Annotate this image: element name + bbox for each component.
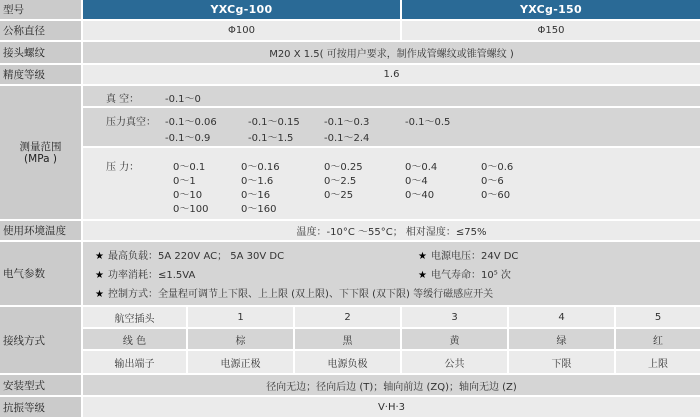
compound-label: 压力真空： [106,117,156,128]
range-label-cell [0,86,81,219]
vibration-label: 抗振等级 [0,397,81,417]
wiring-terminal-row [83,351,700,373]
range-unit: (MPa ) [24,152,57,165]
pressure-value: 0～40 [405,190,435,201]
range-label: 测量范围 [19,140,62,153]
model-label: 型号 [0,0,81,19]
compound-value: -0.1～2.4 [324,133,370,144]
diameter-150: Φ150 [402,21,700,40]
electrical-life [418,266,511,281]
environment-label: 使用环境温度 [0,221,81,240]
supply-voltage-text: 电源电压：24V DC [430,251,519,262]
pressure-value: 0～10 [173,190,203,201]
accuracy-label: 精度等级 [0,65,81,84]
environment-row [0,221,700,240]
terminal-function: 电源负极 [295,351,400,373]
pressure-value: 0～160 [241,204,277,215]
vibration-value: V·H·3 [83,397,700,417]
vacuum-block [83,86,700,106]
environment-value: 温度：-10°C ～55°C； 相对湿度：≤75% [83,221,700,240]
mounting-label: 安装型式 [0,375,81,395]
star-icon: ★ [418,251,427,262]
pressure-value: 0～6 [481,176,504,187]
wiring-row [0,307,700,373]
wire-color: 黄 [402,329,507,349]
diameter-100: Φ100 [83,21,400,40]
compound-value: -0.1～0.15 [248,117,300,128]
range-row [0,86,700,219]
pressure-value: 0～25 [324,190,354,201]
pressure-value: 0～0.25 [324,162,363,173]
wiring-row-label: 输出端子 [83,351,186,373]
electrical-block [83,242,700,305]
thread-label: 接头螺纹 [0,42,81,63]
pressure-value: 0～1.6 [241,176,274,187]
wire-color: 黑 [295,329,400,349]
pressure-value: 0～0.1 [173,162,206,173]
terminal-function: 上限 [616,351,700,373]
model-yxcg-150: YXCg-150 [402,0,700,19]
compound-block [83,108,700,146]
star-icon: ★ [95,289,104,300]
plug-pin: 3 [402,307,507,327]
diameter-row [0,21,700,40]
pressure-value: 0～0.6 [481,162,514,173]
wire-color: 绿 [509,329,614,349]
compound-value: -0.1～1.5 [248,133,294,144]
electrical-row [0,242,700,305]
life-text: 电气寿命：10⁵ 次 [430,270,511,281]
plug-pin: 1 [188,307,293,327]
vacuum-value: -0.1～0 [165,94,201,105]
pressure-value: 0～16 [241,190,271,201]
pressure-value: 0～100 [173,204,209,215]
pressure-value: 0～0.16 [241,162,280,173]
thread-value: M20 X 1.5( 可按用户要求，制作成管螺纹或锥管螺纹 ) [83,42,700,63]
mounting-row [0,375,700,395]
model-yxcg-100: YXCg-100 [83,0,400,19]
header-row [0,0,700,19]
accuracy-row [0,65,700,84]
pressure-value: 0～60 [481,190,511,201]
control-mode [95,285,493,300]
pressure-label: 压 力： [106,162,140,173]
wiring-row-label: 线 色 [83,329,186,349]
wiring-label: 接线方式 [0,307,81,373]
compound-value: -0.1～0.9 [165,133,211,144]
electrical-label: 电气参数 [0,242,81,305]
max-load [95,247,284,262]
supply-voltage [418,247,518,262]
control-text: 控制方式：全量程可调节上下限、上上限 (双上限)、下下限 (双下限) 等缓行磁感应开关 [107,289,494,300]
power-text: 功率消耗：≤1.5VA [107,270,196,281]
vacuum-label: 真 空： [106,94,140,105]
vibration-row [0,397,700,417]
wiring-color-row [83,329,700,349]
plug-pin: 2 [295,307,400,327]
thread-row [0,42,700,63]
terminal-function: 公共 [402,351,507,373]
star-icon: ★ [418,270,427,281]
compound-value: -0.1～0.5 [405,117,451,128]
pressure-value: 0～1 [173,176,196,187]
wiring-plug-row [83,307,700,327]
compound-value: -0.1～0.3 [324,117,370,128]
power-consumption [95,266,195,281]
terminal-function: 下限 [509,351,614,373]
diameter-label: 公称直径 [0,21,81,40]
pressure-value: 0～4 [405,176,428,187]
pressure-value: 0～0.4 [405,162,438,173]
wiring-row-label: 航空插头 [83,307,186,327]
wire-color: 棕 [188,329,293,349]
plug-pin: 5 [616,307,700,327]
star-icon: ★ [95,270,104,281]
pressure-value: 0～2.5 [324,176,357,187]
compound-value: -0.1～0.06 [165,117,217,128]
mounting-value: 径向无边；径向后边 (T)；轴向前边 (ZQ)；轴向无边 (Z) [83,375,700,395]
max-load-text: 最高负载：5A 220V AC； 5A 30V DC [107,251,285,262]
pressure-block [83,148,700,219]
star-icon: ★ [95,251,104,262]
accuracy-value: 1.6 [83,65,700,84]
plug-pin: 4 [509,307,614,327]
terminal-function: 电源正极 [188,351,293,373]
wire-color: 红 [616,329,700,349]
